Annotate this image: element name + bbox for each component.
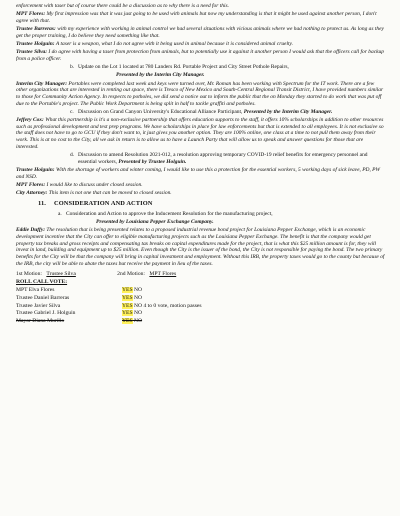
presenter-text: Presented by Louisiana Pepper Exchange Company. — [96, 218, 214, 225]
section-title: CONSIDERATION AND ACTION — [54, 199, 153, 207]
vote-value — [122, 295, 142, 303]
vote-row-struck — [16, 318, 386, 326]
section-heading — [38, 200, 386, 208]
presenter-text: Presented by the Interim City Manager. — [116, 72, 205, 79]
statement-text: The resolution that is being presented relates to a proposed industrial revenue bond project for Louisiana Pepper Exchange, which is an economic development incentive that the City can offer to eligible manufacturing projects such as the Louisiana Pepper Exchange. The benefit is that the company would get property tax breaks and gross receipts and compensating tax breaks on capital expenditures made for the project, that is what this $25 million amount is for, they will invest in land, building and equipment up to $25 million. Even though the City is the issuer of the bond, the City is not responsible for paying the bond. The two primary benefits for the City will be that the company will bring in capital investment and employment. Without this IRB, the property taxes would go to the county but because of the IRB, the city will be able to abate the taxes but receive the payment in lieu of the taxes. — [16, 227, 385, 267]
statement-city-attorney — [16, 190, 386, 197]
agenda-item-label: a. — [58, 210, 62, 217]
speaker-name: Interim City Manager: — [16, 80, 68, 87]
vote-rest: NO — [132, 317, 143, 324]
paragraph-text: enforcement with taser but of course there could be a discussion as to why there is a need for this. — [16, 3, 229, 9]
statement-trustee-holguin-2 — [16, 167, 386, 180]
speaker-name: City Attorney: — [16, 190, 48, 197]
agenda-item-label: b. — [70, 64, 75, 71]
vote-yes: YES — [122, 295, 133, 301]
second-motion-label: 2nd Motion: — [117, 271, 145, 278]
statement-text: I do agree with having a taser from protection from animals, but to potentially use it against it another person I would ask that the officers call for backup from a police officer. — [16, 49, 384, 62]
statement-text: with my experience with working in animal control we had several situations with vicious animals where we had nothing to protect us. As long as they get the proper training, I do believe they need something like that. — [16, 26, 384, 39]
voter-name: Trustee Daniel Barreras — [16, 295, 70, 301]
vote-rest: NO 4 to 0 vote, motion passes — [132, 302, 202, 309]
agenda-item-text: Update on the Lot 1 located at 780 Landers Rd. Portable Project and City Street Pothole Repairs, — [78, 64, 289, 71]
vote-value — [122, 310, 142, 318]
agenda-item-b — [70, 64, 386, 71]
statement-mpt-flores — [16, 11, 386, 24]
paragraph-taser-continuation — [16, 3, 386, 10]
statement-text: What this partnership is it's a non-exclusive partnership that offers education supports to the staff, it offers 10% scholarships in addition to other resources such as professional development and test prep programs. We have scholarships in place for law enforcements but that is extended to all employees. It is not exclusive so the staff does not have to go to GCU if they don't want to, it just gives you another option. They are 100% online, one class at a time to not pull them away from their work. This is at no cost to the City, all we ask in return is to allow us to have a Launch Party that will allow us to speak and answer questions for those that are interested. — [16, 117, 384, 150]
vote-row — [16, 310, 386, 318]
speaker-name: Trustee Holguin: — [16, 41, 55, 48]
statement-mpt-flores-2 — [16, 182, 386, 189]
statement-interim-city-manager — [16, 81, 386, 108]
agenda-item-label: d. — [70, 152, 75, 159]
voter-name: MPT Elva Flores — [16, 287, 55, 294]
agenda-item-b-presenter — [116, 72, 386, 79]
speaker-name: Trustee Silva: — [16, 49, 48, 56]
vote-value — [122, 287, 142, 295]
speaker-name: Trustee Holguin: — [16, 166, 55, 173]
vote-rest: NO — [132, 295, 143, 301]
vote-yes: YES — [122, 317, 133, 324]
statement-trustee-silva — [16, 49, 386, 62]
vote-rest: NO — [132, 310, 143, 317]
agenda-item-a — [58, 210, 386, 218]
statement-text: Portables were completed last week and keys were turned over, Mr. Roman has been working with Spectrum for the IT work. There are a few other organizations that are interested in renting out space, there is Tresco of New Mexico and South-Central Regional Transit District, I have provided numbers similar to those for Community Action Agency. In respects to potholes, we did send a notice out to inform the public that the on Monday they started to do work that was put off due to the Portable's project. The Public Work Department is being split in half to tackle graffiti and potholes. — [16, 80, 384, 107]
section-number: 11. — [38, 199, 46, 207]
statement-text: I would like to discuss under closed session. — [45, 181, 143, 188]
vote-row — [16, 287, 386, 295]
presenter-text: Presented by Trustee Holguin. — [118, 158, 187, 165]
voter-name: Mayor Diana Murillo — [16, 317, 65, 324]
voter-name: Trustee Javier Silva — [16, 302, 61, 309]
agenda-item-text: Consideration and Action to approve the Inducement Resolution for the manufacturing project, — [66, 210, 273, 217]
roll-call-table — [16, 287, 386, 325]
roll-call-title: ROLL CALL VOTE: — [16, 279, 68, 286]
agenda-item-text: Discussion on Grand Canyon University's Educational Alliance Participant, — [78, 108, 244, 115]
agenda-item-c — [70, 108, 386, 116]
voter-name: Trustee Gabriel J. Holguin — [16, 310, 76, 317]
speaker-name: Trustee Barreras: — [16, 26, 56, 33]
speaker-name: Jeffery Cox: — [16, 117, 44, 124]
presenter-text: Presented by the Interim City Manager. — [243, 108, 333, 115]
vote-value — [122, 318, 142, 326]
vote-yes: YES — [122, 287, 133, 294]
speaker-name: MPT Flores: — [16, 181, 46, 188]
agenda-item-a-presenter — [96, 219, 386, 226]
statement-text: This item is not one that can be moved to closed session. — [47, 190, 172, 197]
second-motion-value: MPT Flores — [149, 271, 177, 278]
statement-eddie-duffy — [16, 227, 386, 267]
motion-line — [16, 270, 386, 278]
statement-text: With the shortage of workers and winter coming, I would like to use this a protection for the essential workers, 5 working days of sick leave, PD, PW and NSD. — [16, 166, 381, 180]
statement-text: My first impression was that it was just going to be used with animals but now my understanding is that it might be used against another person, I don't agree with that. — [16, 11, 377, 24]
agenda-item-label: c. — [70, 108, 74, 115]
vote-row — [16, 295, 386, 303]
vote-row — [16, 303, 386, 311]
first-motion-value: Trustee Silva — [46, 271, 76, 278]
statement-trustee-holguin — [16, 41, 386, 48]
statement-jeffery-cox — [16, 117, 386, 151]
vote-rest: NO — [132, 287, 143, 294]
vote-yes: YES — [122, 310, 133, 317]
first-motion-label: 1st Motion: — [16, 271, 42, 278]
agenda-item-text: Discussion to amend Resolution 2021-012, a resolution approving temporary COVID-19 relief benefits for emergency personnel and essential workers, — [78, 152, 368, 165]
speaker-name: MPT Flores: — [16, 11, 46, 18]
statement-text: A taser is a weapon, what I do not agree with it being used in animal because it is considered animal cruelty. — [54, 41, 293, 48]
speaker-name: Eddie Duffy: — [16, 227, 46, 234]
agenda-item-d — [70, 152, 386, 165]
vote-value — [122, 303, 202, 311]
statement-trustee-barreras — [16, 26, 386, 39]
vote-yes: YES — [122, 302, 133, 309]
